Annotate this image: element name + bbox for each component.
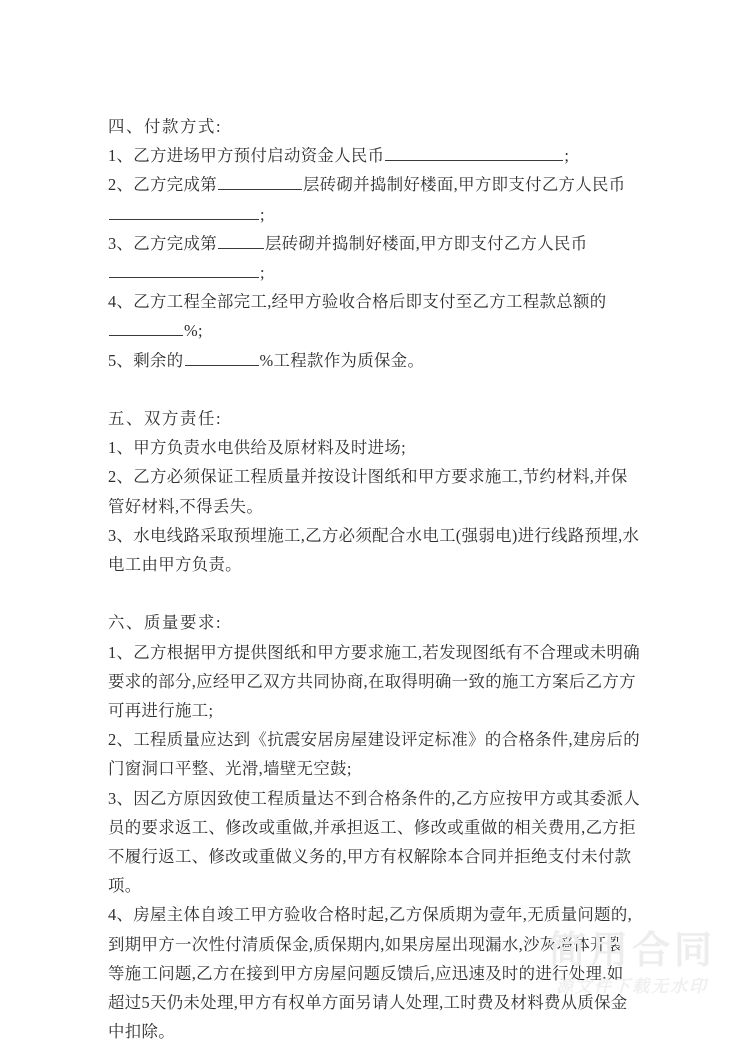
responsibility-clause-2: 2、乙方必须保证工程质量并按设计图纸和甲方要求施工,节约材料,并保管好材料,不得丢失。 (108, 467, 628, 516)
section-mutual-responsibility (108, 404, 640, 579)
payment-clause-3-text: 3、乙方完成第 (108, 233, 217, 253)
payment-clause-2 (108, 170, 640, 228)
section-quality-requirements (108, 608, 640, 1046)
responsibility-clause-1: 1、甲方负责水电供给及原材料及时进场; (108, 438, 407, 458)
payment-clause-5-suffix: %工程款作为质保金。 (259, 350, 425, 370)
payment-clause-2-blank-floor[interactable] (218, 175, 302, 190)
section-heading-mutual-responsibility: 五、双方责任: (108, 409, 223, 429)
watermark-main-text: 简用合同 (547, 928, 716, 973)
payment-clause-2-mid: 层砖砌并捣制好楼面,甲方即支付乙方人民币 (303, 175, 626, 195)
watermark-sub-text: 源文件下载无水印 (555, 977, 708, 998)
quality-clause-2: 2、工程质量应达到《抗震安居房屋建设评定标准》的合格条件,建房后的门窗洞口平整、光滑,墙壁无空鼓; (108, 730, 640, 779)
payment-clause-1-suffix: ; (564, 146, 570, 166)
payment-clause-5-text: 5、剩余的 (108, 350, 184, 370)
section-heading-payment-method: 四、付款方式: (108, 117, 223, 136)
payment-clause-2-blank-amount[interactable] (109, 205, 259, 220)
payment-clause-5-blank-percent[interactable] (185, 351, 259, 366)
payment-clause-3-suffix: ; (260, 263, 265, 283)
section-spacer-1 (108, 375, 640, 404)
responsibility-clause-3: 3、水电线路采取预埋施工,乙方必须配合水电工(强弱电)进行线路预埋,水电工由甲方负责。 (108, 525, 640, 575)
payment-clause-1-blank[interactable] (385, 146, 563, 161)
payment-clause-4-text: 4、乙方工程全部完工,经甲方验收合格后即支付至乙方工程款总额的 (108, 292, 607, 312)
payment-clause-4-suffix: %; (184, 321, 203, 341)
section-heading-quality-requirements: 六、质量要求: (108, 613, 223, 633)
quality-clause-4: 4、房屋主体自竣工甲方验收合格时起,乙方保质期为壹年,无质量问题的,到期甲方一次性付清质保金,质保期内,如果房屋出现漏水,沙灰墙体开裂等施工问题,乙方在接到甲方房屋问题反馈后,应迅速及时的进行处理,如超过5天仍未处理,甲方有权单方面另请人处理,工时费及材料费从质保金中扣除。 (108, 905, 633, 1042)
payment-clause-3-mid: 层砖砌并捣制好楼面,甲方即支付乙方人民币 (265, 233, 588, 253)
section-payment-method (108, 112, 640, 375)
payment-clause-1-text: 1、乙方进场甲方预付启动资金人民币 (108, 146, 385, 166)
payment-clause-5 (108, 346, 640, 375)
document-body (108, 112, 640, 1046)
section-spacer-2 (108, 579, 640, 608)
payment-clause-3 (108, 229, 640, 287)
payment-clause-2-text: 2、乙方完成第 (108, 175, 217, 195)
quality-clause-1: 1、乙方根据甲方提供图纸和甲方要求施工,若发现图纸有不合理或未明确要求的部分,应经甲乙双方共同协商,在取得明确一致的施工方案后乙方方可再进行施工; (108, 642, 640, 721)
payment-clause-4 (108, 287, 640, 345)
payment-clause-4-blank-percent[interactable] (109, 321, 183, 336)
payment-clause-3-blank-floor[interactable] (218, 234, 264, 249)
payment-clause-3-blank-amount[interactable] (109, 263, 259, 278)
payment-clause-1 (108, 141, 640, 170)
payment-clause-2-suffix: ; (260, 204, 265, 224)
quality-clause-3: 3、因乙方原因致使工程质量达不到合格条件的,乙方应按甲方或其委派人员的要求返工、修改或重做,并承担返工、修改或重做的相关费用,乙方拒不履行返工、修改或重做义务的,甲方有权解除本合同并拒绝支付未付款项。 (108, 788, 640, 896)
